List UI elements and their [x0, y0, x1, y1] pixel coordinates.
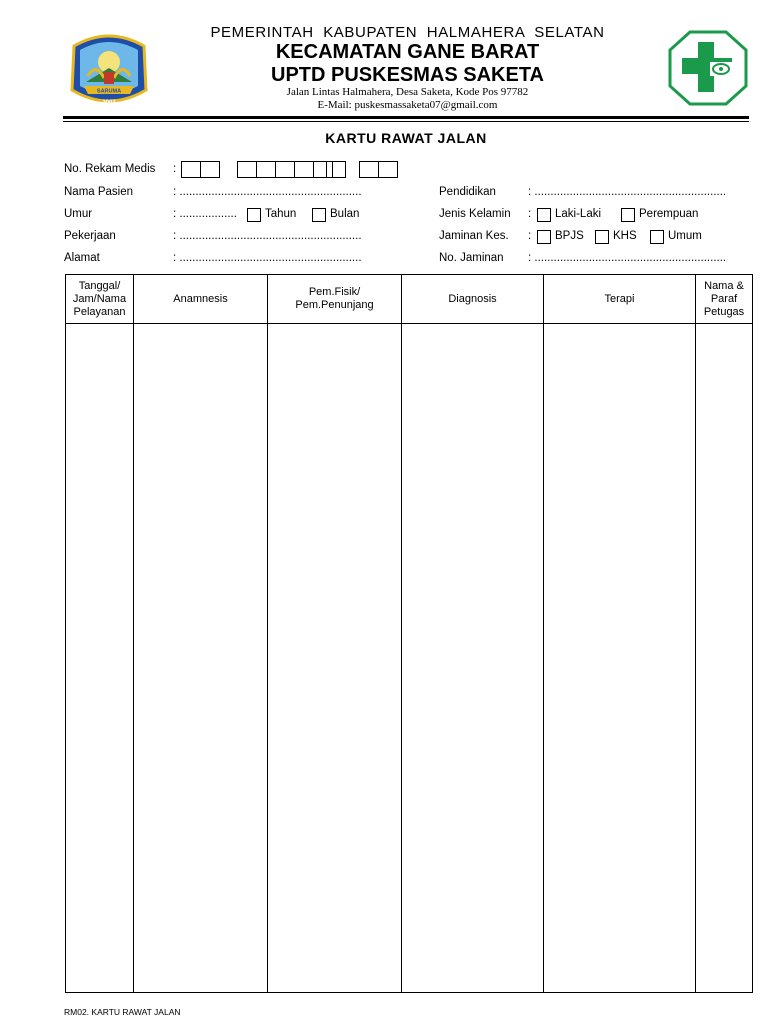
rm-digit-box[interactable] — [237, 161, 257, 178]
header-line: Pelayanan — [73, 305, 126, 318]
pekerjaan-label: Pekerjaan — [64, 230, 116, 242]
header-line: Jam/Nama — [72, 292, 127, 305]
col-diagnosis-header — [402, 275, 544, 324]
rm-digit-box[interactable] — [200, 161, 220, 178]
nama-pasien-label: Nama Pasien — [64, 186, 134, 198]
rm-digit-box[interactable] — [294, 161, 314, 178]
table-body-row — [66, 324, 753, 993]
header-line: Pem.Penunjang — [295, 299, 374, 311]
header-divider-thin — [63, 121, 749, 122]
rm-digit-box[interactable] — [359, 161, 379, 178]
rm-digit-box[interactable] — [378, 161, 398, 178]
district-name: KECAMATAN GANE BARAT — [275, 41, 540, 63]
puskesmas-logo-icon — [668, 30, 748, 106]
table-header-row — [66, 275, 753, 324]
header-line: Petugas — [703, 305, 745, 318]
col-terapi-header — [544, 275, 696, 324]
header-line: Anamnesis — [173, 292, 228, 305]
jenis-kelamin-colon: : — [528, 208, 532, 220]
diagnosis-cell[interactable] — [402, 324, 544, 993]
svg-text:2003: 2003 — [102, 100, 116, 106]
facility-email: E-Mail: puskesmassaketa07@gmail.com — [317, 99, 498, 111]
umum-label: Umum — [668, 230, 702, 242]
header-line: Diagnosis — [448, 292, 497, 305]
jaminan-kes-label: Jaminan Kes. — [439, 230, 509, 242]
rekam-medis-label: No. Rekam Medis — [64, 163, 156, 175]
government-name: PEMERINTAH KABUPATEN HALMAHERA SELATAN — [210, 24, 605, 41]
perempuan-label: Perempuan — [639, 208, 699, 220]
tahun-label: Tahun — [265, 208, 297, 220]
rekam-medis-colon: : — [173, 163, 177, 175]
laki-laki-checkbox[interactable] — [537, 208, 551, 222]
pendidikan-label: Pendidikan — [439, 186, 496, 198]
petugas-cell[interactable] — [696, 324, 753, 993]
col-tanggal-header — [66, 275, 134, 324]
rm-digit-box[interactable] — [181, 161, 201, 178]
header-line: Tanggal/ — [78, 279, 121, 292]
col-petugas-header — [696, 275, 753, 324]
rm-digit-box[interactable] — [326, 161, 346, 178]
bpjs-checkbox[interactable] — [537, 230, 551, 244]
facility-name: UPTD PUSKESMAS SAKETA — [271, 64, 544, 86]
no-jaminan-field[interactable]: : ............................................................ — [528, 252, 727, 264]
laki-laki-label: Laki-Laki — [555, 208, 602, 220]
alamat-field[interactable]: : ......................................................... — [173, 252, 362, 264]
jaminan-kes-colon: : — [528, 230, 532, 242]
saruma-emblem-icon — [66, 32, 152, 110]
tanggal-cell[interactable] — [66, 324, 134, 993]
rawat-jalan-table — [65, 274, 753, 993]
umur-field[interactable]: : .................. — [173, 208, 237, 220]
pendidikan-field[interactable]: : ............................................................ — [528, 186, 727, 198]
alamat-label: Alamat — [64, 252, 100, 264]
header-line: Pem.Fisik/ — [308, 286, 361, 298]
pekerjaan-field[interactable]: : ......................................................... — [173, 230, 362, 242]
pemfisik-cell[interactable] — [268, 324, 402, 993]
svg-text:SARUMA: SARUMA — [96, 88, 122, 95]
facility-address: Jalan Lintas Halmahera, Desa Saketa, Kode Pos 97782 — [286, 86, 529, 98]
bpjs-label: BPJS — [555, 230, 584, 242]
form-code-footer: RM02. KARTU RAWAT JALAN — [64, 1007, 181, 1017]
umur-label: Umur — [64, 208, 93, 220]
rm-digit-box[interactable] — [256, 161, 276, 178]
header-line: Paraf — [710, 292, 738, 305]
col-pemfisik-header — [268, 275, 402, 324]
rm-digit-box[interactable] — [275, 161, 295, 178]
umum-checkbox[interactable] — [650, 230, 664, 244]
terapi-cell[interactable] — [544, 324, 696, 993]
header-line: Nama & — [704, 279, 744, 292]
bulan-label: Bulan — [330, 208, 360, 220]
form-title: KARTU RAWAT JALAN — [325, 130, 487, 146]
jenis-kelamin-label: Jenis Kelamin — [439, 208, 511, 220]
nama-pasien-field[interactable]: : ......................................................... — [173, 186, 362, 198]
anamnesis-cell[interactable] — [134, 324, 268, 993]
header-divider-thick — [63, 116, 749, 119]
perempuan-checkbox[interactable] — [621, 208, 635, 222]
no-jaminan-label: No. Jaminan — [439, 252, 504, 264]
khs-checkbox[interactable] — [595, 230, 609, 244]
khs-label: KHS — [613, 230, 637, 242]
tahun-checkbox[interactable] — [247, 208, 261, 222]
bulan-checkbox[interactable] — [312, 208, 326, 222]
col-anamnesis-header — [134, 275, 268, 324]
header-line: Terapi — [604, 292, 635, 305]
